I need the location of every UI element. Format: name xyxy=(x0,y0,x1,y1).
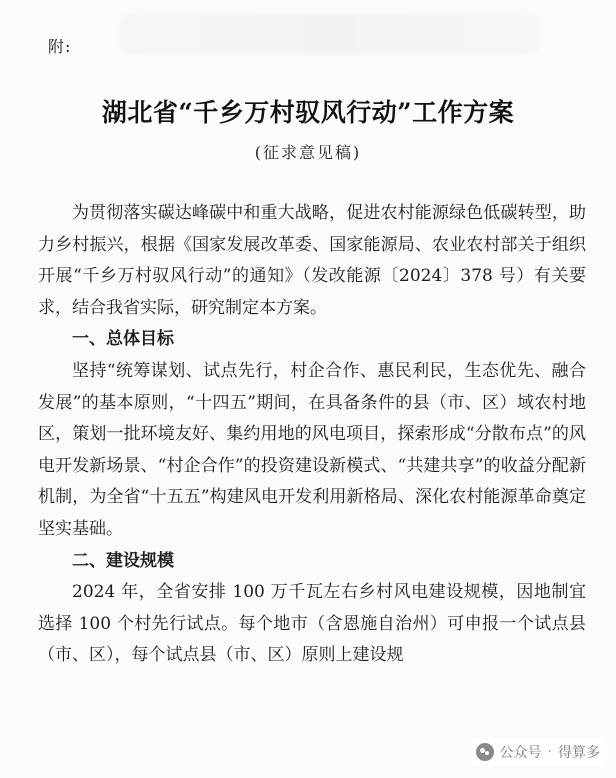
construction-scale-paragraph: 2024 年，全省安排 100 万千瓦左右乡村风电建设规模，因地制宜选择 100 个村先行试点。每个地市（含恩施自治州）可申报一个试点县（市、区），每个试点县（市、区）原则上建设规 xyxy=(38,582,586,666)
watermark xyxy=(470,738,606,766)
watermark-name: 得算多 xyxy=(558,745,600,761)
intro-paragraph: 为贯彻落实碳达峰碳中和重大战略，促进农村能源绿色低碳转型，助力乡村振兴，根据《国家发展改革委、国家能源局、农业农村部关于组织开展“千乡万村驭风行动”的通知》（发改能源〔2024〕378 号）有关要求，结合我省实际，研究制定本方案。 xyxy=(38,203,586,318)
document-body xyxy=(38,198,586,672)
document-subtitle: (征求意见稿) xyxy=(254,143,362,162)
overall-goal-paragraph: 坚持“统筹谋划、试点先行，村企合作、惠民利民，生态优先、融合发展”的基本原则，“十四五”期间，在具备条件的县（市、区）域农村地区，策划一批环境友好、集约用地的风电项目，探索形成“分散布点”的风电开发新场景、“村企合作”的投资建设新模式、“共建共享”的收益分配新机制，为全省“十五五”构建风电开发利用新格局、深化农村能源革命奠定坚实基础。 xyxy=(38,360,586,539)
document-title: 湖北省“千乡万村驭风行动”工作方案 xyxy=(101,98,515,127)
wechat-official-account-icon xyxy=(476,743,494,761)
annex-label: 附: xyxy=(48,37,72,56)
section-heading-overall-goal: 一、总体目标 xyxy=(72,329,174,350)
watermark-label: 公众号 xyxy=(499,745,542,761)
show-through-shadow xyxy=(120,14,540,54)
watermark-separator: · xyxy=(547,744,552,760)
section-heading-construction-scale: 二、建设规模 xyxy=(72,550,174,571)
